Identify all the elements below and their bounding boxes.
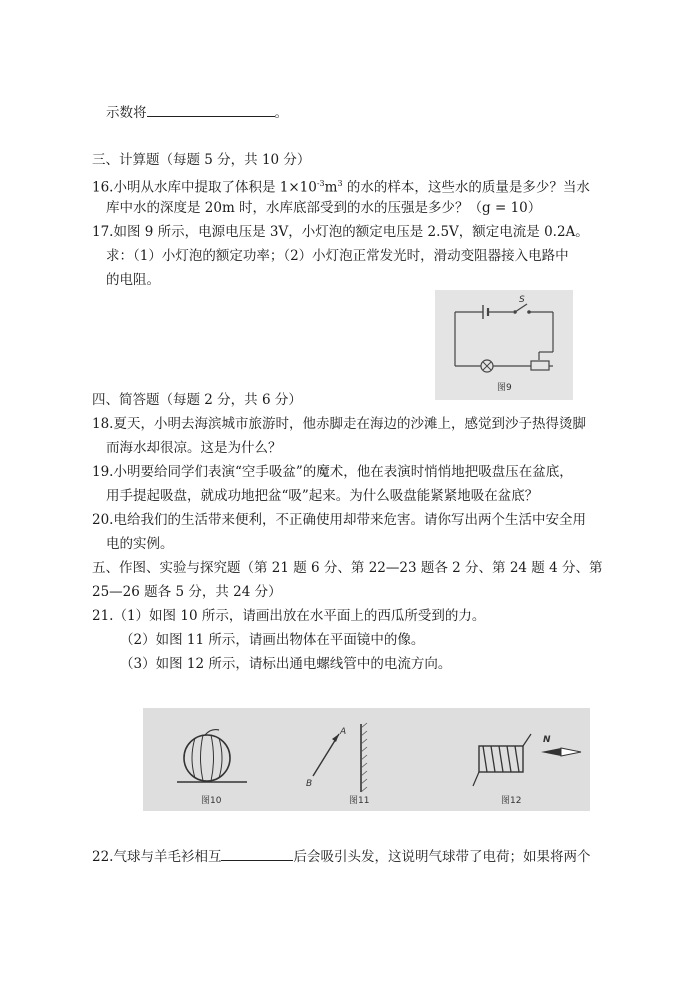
q16-unit: m [324,179,338,196]
figure-10-caption: 图10 [201,796,222,806]
section-5-heading-line-2: 25—26 题各 5 分，共 24 分） [92,584,282,600]
question-19-line-2: 用手提起吸盘，就成功地把盆“吸”起来。为什么吸盘能紧紧地吸在盆底？ [106,488,539,504]
question-21-part-2: （2）如图 11 所示，请画出物体在平面镜中的像。 [120,632,425,648]
question-16-line-1 [92,174,590,198]
question-18-line-1: 18.夏天，小明去海滨城市旅游时，他赤脚走在海边的沙滩上，感觉到沙子热得烫脚 [92,416,586,432]
answer-blank[interactable] [147,102,275,117]
section-4-heading: 四、简答题（每题 2 分，共 6 分） [92,392,302,408]
question-17-line-3: 的电阻。 [106,272,160,288]
question-16-line-2: 库中水的深度是 20m 时，水库底部受到的水的压强是多少？（g = 10） [106,200,542,216]
question-17-line-1: 17.如图 9 所示，电源电压是 3V，小灯泡的额定电压是 2.5V，额定电流是 0.2A。 [92,224,589,240]
figure-11-caption: 图11 [349,796,370,806]
switch-label: S [519,295,525,305]
section-3-heading: 三、计算题（每题 5 分，共 10 分） [92,152,311,168]
question-21-part-3: （3）如图 12 所示，请标出通电螺线管中的电流方向。 [120,656,452,672]
fragment-end: 。 [274,105,288,121]
figures-10-12-strip [143,708,590,811]
question-17-line-2: 求：（1）小灯泡的额定功率；（2）小灯泡正常发光时，滑动变阻器接入电路中 [106,248,569,264]
q16-text-b: 的水的样本，这些水的质量是多少？当水 [342,179,590,196]
q16-exponent-2: 3 [337,179,343,188]
north-pole-label: N [543,735,551,745]
section-5-heading-line-1: 五、作图、实验与探究题（第 21 题 6 分、第 22—23 题各 2 分、第 24 题 4 分、第 [92,560,603,576]
q22-text-b: 后会吸引头发，这说明气球带了电荷；如果将两个 [293,849,591,865]
figure-12-caption: 图12 [501,796,522,806]
question-22-line-1 [92,846,590,867]
question-19-line-1: 19.小明要给同学们表演“空手吸盆”的魔术，他在表演时悄悄地把吸盘压在盆底， [92,464,573,480]
question-18-line-2: 而海水却很凉。这是为什么？ [106,440,282,456]
answer-blank[interactable] [221,846,293,861]
q22-text-a: 22.气球与羊毛衫相互 [92,849,222,865]
question-20-line-2: 电的实例。 [106,536,174,552]
q16-text-a: 16.小明从水库中提取了体积是 1×10 [92,179,317,196]
prev-question-fragment [106,102,288,123]
fragment-text: 示数将 [106,105,147,121]
point-a-label: A [340,727,347,737]
figure-9-caption: 图9 [497,383,512,393]
figure-9-circuit [435,290,573,400]
question-20-line-1: 20.电给我们的生活带来便利，不正确使用却带来危害。请你写出两个生活中安全用 [92,512,586,528]
q16-exponent-1: -3 [316,179,325,188]
question-21-part-1: 21.（1）如图 10 所示，请画出放在水平面上的西瓜所受到的力。 [92,608,486,624]
point-b-label: B [306,779,313,789]
